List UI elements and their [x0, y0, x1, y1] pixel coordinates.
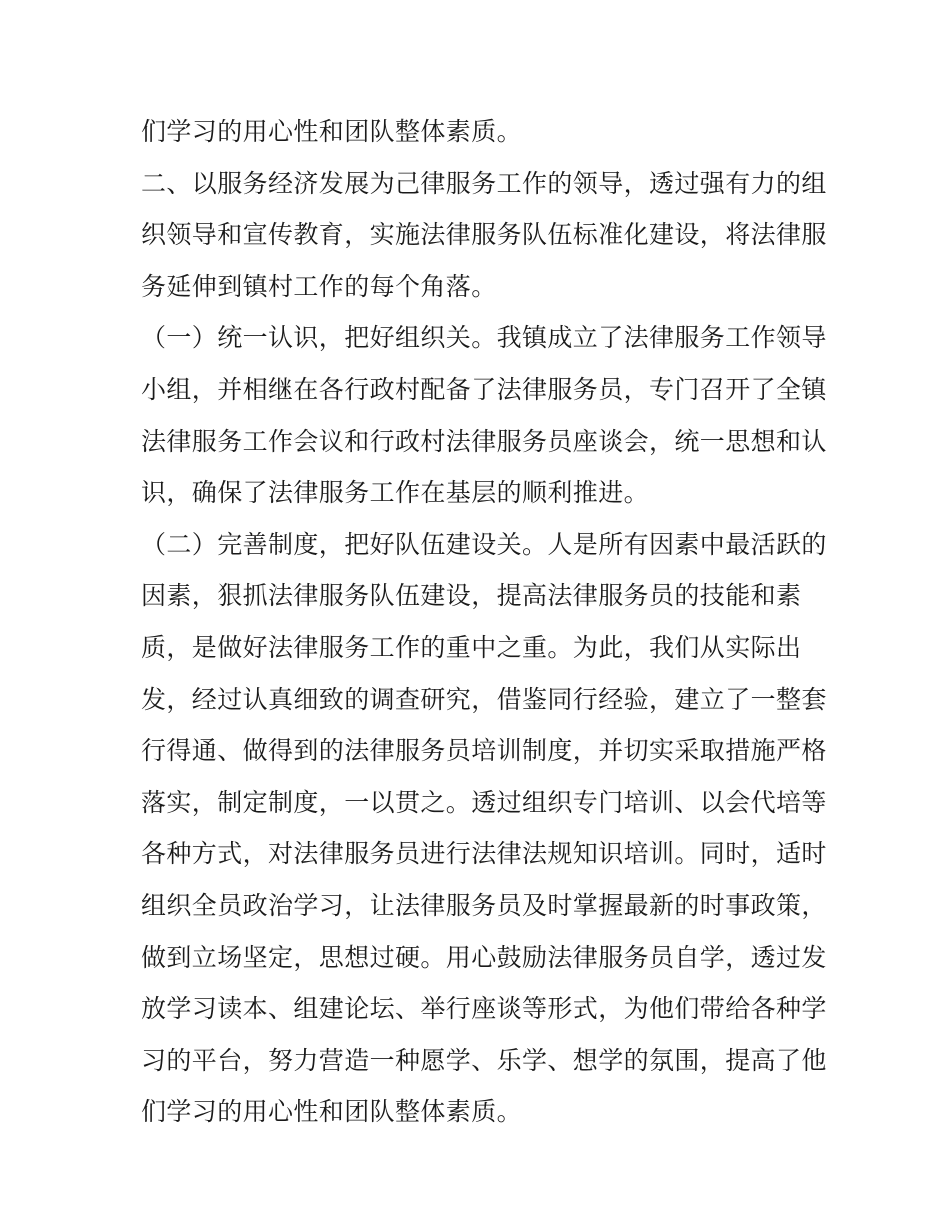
document-body-text [141, 106, 827, 1138]
text-line: 各种方式，对法律服务员进行法律法规知识培训。同时，适时 [141, 839, 827, 869]
text-line: 习的平台，努力营造一种愿学、乐学、想学的氛围，提高了他 [141, 1045, 827, 1075]
text-line: 放学习读本、组建论坛、举行座谈等形式，为他们带给各种学 [141, 994, 827, 1024]
text-line: （二）完善制度，把好队伍建设关。人是所有因素中最活跃的 [141, 529, 827, 559]
text-line: 行得通、做得到的法律服务员培训制度，并切实采取措施严格 [141, 736, 827, 766]
text-line: 务延伸到镇村工作的每个角落。 [141, 271, 497, 301]
text-line: 法律服务工作会议和行政村法律服务员座谈会，统一思想和认 [141, 426, 827, 456]
text-line: 二、以服务经济发展为己律服务工作的领导，透过强有力的组 [141, 168, 827, 198]
text-line: 因素，狠抓法律服务队伍建设，提高法律服务员的技能和素 [141, 581, 802, 611]
text-line: 识，确保了法律服务工作在基层的顺利推进。 [141, 478, 650, 508]
text-line: 落实，制定制度，一以贯之。透过组织专门培训、以会代培等 [141, 787, 827, 817]
text-line: 做到立场坚定，思想过硬。用心鼓励法律服务员自学，透过发 [141, 942, 827, 972]
text-line: 们学习的用心性和团队整体素质。 [141, 117, 523, 146]
text-line: 发，经过认真细致的调查研究，借鉴同行经验，建立了一整套 [141, 684, 827, 714]
text-line: 小组，并相继在各行政村配备了法律服务员，专门召开了全镇 [141, 374, 827, 404]
text-line: 们学习的用心性和团队整体素质。 [141, 1097, 523, 1127]
text-line: 组织全员政治学习，让法律服务员及时掌握最新的时事政策， [141, 890, 827, 920]
text-line: 织领导和宣传教育，实施法律服务队伍标准化建设，将法律服 [141, 220, 827, 250]
text-line: 质，是做好法律服务工作的重中之重。为此，我们从实际出 [141, 632, 802, 662]
text-line: （一）统一认识，把好组织关。我镇成立了法律服务工作领导 [141, 323, 827, 353]
